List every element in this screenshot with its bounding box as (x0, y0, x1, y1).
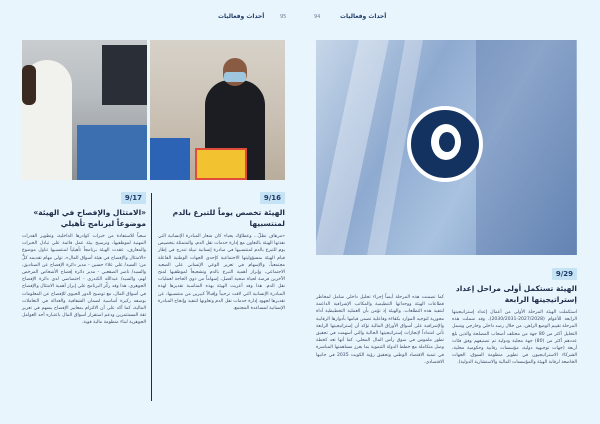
article-body: «مرهاف نطلّ... وعطاؤك يحيا» كان شعار المبادرة الإنسانية التي نفذتها الهيئة بالتعاون مع إدارة خدمات نقل الدم، والمتمثلة بتخصيص يوم للتبرع بالدم لمنتسبيها في مبادرة إنسانية نبيلة تندرج في إطار قيام الهيئة بمسؤوليتها الاجتماعية كإحدى الجهات الوطنية الفاعلة مجتمعياً، والإسهام في تعزيز الوعي الإنساني على الصعيد الاجتماعي، وإبراز أهمية التبرع بالدم وتشجيعاً لموظفيها لمنح الآخرين فرصة لحياة صحية أفضل، إسهاماً من ذوي الحاجة لعمليات نقل الدم. هذا وقد أعربت الهيئة بهذه المناسبة تقديرها لهذه المبادرة الإنسانية التي لاقت ترحيباً وإقبالاً كبيرين من منتسبيها، عن تقديرها لجهود إدارة خدمات نقل الدم وتعاونها لتنفيذ وإنجاح المبادرة الإنسانية لمساعدة المجتمع. (158, 234, 285, 312)
photo-blood-donation (150, 40, 285, 180)
article-title: الهيئة تستكمل أولى مراحل إعداد إستراتيجيتها الرابعة (455, 284, 577, 304)
left-page-number: 95 (280, 14, 287, 20)
column-divider (151, 193, 152, 401)
date-tag: 9/17 (121, 192, 146, 204)
article-9-16 (158, 192, 285, 312)
date-tag: 9/29 (552, 268, 577, 280)
date-tag: 9/16 (260, 192, 285, 204)
photo-building (316, 40, 577, 255)
article-9-29-continued (316, 294, 444, 366)
article-9-17 (22, 192, 146, 327)
article-title: «الامتثال والإفصاح في الهيئة» موضوعاً لبرنامج تأهيلي (33, 208, 146, 228)
left-section-title: أحداث وفعاليات (218, 13, 265, 20)
right-section-title: أحداث وفعاليات (340, 13, 387, 20)
article-body-continued: كما تضمنت هذه المرحلة أيضاً إجراء تحليل داخلي شامل لمخاطر قطاعات الهيئة ووحداتها التنظيمية والمكاتب الإشرافية الداعمة لتنفيذ هذه التطلعات. والهيئة إذ تؤمن بأن العملية التخطيطية أداة محورية لتوجيه الموارد بكفاءة وفاعلية تضمن قيامها بأدوارها الرقابية والإشرافية على أسواق الأوراق المالية تؤكد أن إستراتيجيتها الرابعة تأتي امتداداً لإنجازات إستراتيجيتها الحالية والتي أسهمت في تحقيق تطور ملموس في سوق رأس المال المحلي، كما أنها تعد كخطة وصل متكاملة مع خطط الدولة التنموية بما يعزز مساهمتها المباشرة في تنمية الاقتصاد الوطني وتحقيق رؤية الكويت 2035 في جانبها الاقتصادي. (316, 295, 444, 365)
article-body: استكملت الهيئة المرحلة الأولى من أعمال إعداد إستراتيجيتها الرابعة للأعوام (2027/2028-2030/2031)، وقد شملت هذه المرحلة تقييم الوضع الراهن، من خلال رصد داخلي وخارجي وشمل التحليل أكثر من 80 جهة من مختلف أصحاب المصلحة والذين بلغ عددهم أكثر من (80) جهة محلية ودولية تم تصنيفهم وفق فئات أربعة (جهات توجيهية دولية، مؤسسات رقابية وحكومية محلية، الشركاء الاستراتيجيون في تطوير منظومة السوق، الجهات الخاضعة لرقابة الهيئة والمؤسسات المالية والاستشارية الدولية). (451, 310, 577, 366)
article-9-29 (452, 268, 577, 367)
photo-workshop (22, 40, 147, 180)
right-page-number: 94 (314, 14, 321, 20)
article-title: الهيئة تخصص يوماً للتبرع بالدم لمنتسبيها (172, 208, 285, 228)
article-body: سعياً للاستفادة من خبرات كوادرها الداخلية، وتطوير القدرات المهنية لموظفيها، وترسيخ بيئة عمل قائمة على تبادل الخبرات والمعارف، عقدت الهيئة برنامجاً تأهيلياً لمنتسبيها تناول موضوع «الامتثال والإفصاح في هيئة أسواق المال»، تولى مهام تقديمه كلٌّ من: السيد/ علي علاء حسين - مدير دائرة الإفصاح عن الصناديق، والسيد/ ناصر الصقعبي - مدير دائرة إفصاح الأشخاص المرخص لهم، والسيد/ عبدالله الكندري - اختصاصي لدى دائرة الإفصاح الجوهري. هذا وقد ركّز البرنامج على إبراز أهمية الامتثال والإفصاح في أسواق المال، مع توضيح الدور الحيوي للإفصاح عن المعلومات بوصفه ركيزة أساسية لضمان الشفافية والعدالة في التعاملات المالية، كما أكد على أن الالتزام بمعايير الإفصاح يسهم في تعزيز ثقة المستثمرين ودعم استقرار أسواق المال باعتباره أحد العوامل الجوهرية لبناء منظومة مالية قوية. (22, 234, 146, 326)
cma-logo (407, 106, 483, 182)
